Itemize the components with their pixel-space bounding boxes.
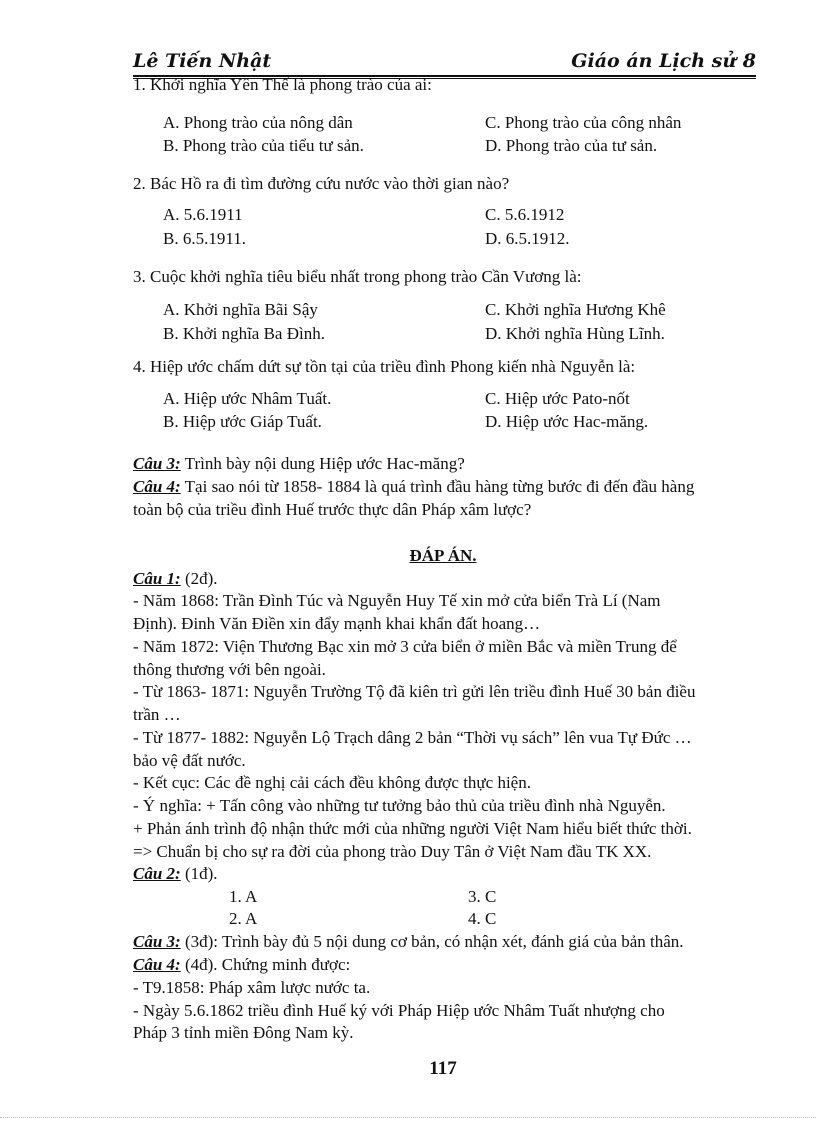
q1-option-a: A. Phong trào của nông dân xyxy=(163,113,353,132)
cau-4-label: Câu 4: xyxy=(133,477,181,496)
answer-1-line: - Ý nghĩa: + Tấn công vào những tư tưởng bảo thủ của triều đình nhà Nguyễn. xyxy=(133,796,666,815)
answer-1-line: - Năm 1872: Viện Thương Bạc xin mở 3 cửa biển ở miền Bắc và miền Trung để xyxy=(133,637,677,656)
answer-2-heading xyxy=(133,862,218,885)
q3-option-d: D. Khởi nghĩa Hùng Lĩnh. xyxy=(485,324,665,343)
q4-option-d: D. Hiệp ước Hac-măng. xyxy=(485,412,649,431)
question-2: 2. Bác Hồ ra đi tìm đường cứu nước vào thời gian nào? xyxy=(133,174,510,193)
answer-1-line: + Phản ánh trình độ nhận thức mới của những người Việt Nam hiểu biết thức thời. xyxy=(133,819,692,838)
answer-3-label: Câu 3: xyxy=(133,932,181,951)
answer-4-line: - Ngày 5.6.1862 triều đình Huế ký với Pháp Hiệp ước Nhâm Tuất nhượng cho xyxy=(133,1001,665,1020)
q4-option-c: C. Hiệp ước Pato-nốt xyxy=(485,389,630,408)
q2-option-b: B. 6.5.1911. xyxy=(163,229,246,248)
q1-option-c: C. Phong trào của công nhân xyxy=(485,113,682,132)
answer-2-item: 1. A xyxy=(229,887,258,906)
q1-option-d: D. Phong trào của tư sản. xyxy=(485,136,658,155)
cau-3-text: Trình bày nội dung Hiệp ước Hac-măng? xyxy=(180,454,465,473)
cau-3-question xyxy=(133,452,465,475)
answer-4-points: (4đ). Chứng minh được: xyxy=(180,955,351,974)
header-title: Giáo án Lịch sử 8 xyxy=(571,50,756,72)
question-4: 4. Hiệp ước chấm dứt sự tồn tại của triều đình Phong kiến nhà Nguyễn là: xyxy=(133,357,636,376)
answer-1-line: bảo vệ đất nước. xyxy=(133,751,246,770)
answer-3 xyxy=(133,930,684,953)
answer-1-line: => Chuẩn bị cho sự ra đời của phong trào Duy Tân ở Việt Nam đầu TK XX. xyxy=(133,842,652,861)
answer-4-line: - T9.1858: Pháp xâm lược nước ta. xyxy=(133,978,371,997)
answer-2-label: Câu 2: xyxy=(133,864,181,883)
q3-option-c: C. Khởi nghĩa Hương Khê xyxy=(485,300,666,319)
answer-1-line: Định). Đinh Văn Điền xin đẩy mạnh khai khẩn đất hoang… xyxy=(133,614,541,633)
q2-option-c: C. 5.6.1912 xyxy=(485,205,565,224)
answer-1-line: thông thương với bên ngoài. xyxy=(133,660,326,679)
q4-option-a: A. Hiệp ước Nhâm Tuất. xyxy=(163,389,332,408)
answer-1-line: - Từ 1863- 1871: Nguyễn Trường Tộ đã kiên trì gửi lên triều đình Huế 30 bản điều xyxy=(133,682,696,701)
cau-3-label: Câu 3: xyxy=(133,454,181,473)
answer-1-line: trần … xyxy=(133,705,181,724)
answer-2-points: (1đ). xyxy=(180,864,218,883)
answer-title: ĐÁP ÁN. xyxy=(409,546,477,565)
answer-4-line: Pháp 3 tỉnh miền Đông Nam kỳ. xyxy=(133,1023,354,1042)
answer-4-heading xyxy=(133,953,350,976)
question-3: 3. Cuộc khởi nghĩa tiêu biểu nhất trong phong trào Cần Vương là: xyxy=(133,267,582,286)
answer-1-label: Câu 1: xyxy=(133,569,181,588)
answer-3-text: (3đ): Trình bày đủ 5 nội dung cơ bản, có nhận xét, đánh giá của bản thân. xyxy=(180,932,684,951)
q3-option-b: B. Khởi nghĩa Ba Đình. xyxy=(163,324,325,343)
q2-option-d: D. 6.5.1912. xyxy=(485,229,570,248)
question-1: 1. Khởi nghĩa Yên Thế là phong trào của ai: xyxy=(133,75,432,94)
answer-2-item: 3. C xyxy=(468,887,497,906)
page-number: 117 xyxy=(429,1058,457,1079)
answer-1-heading xyxy=(133,567,218,590)
q1-option-b: B. Phong trào của tiểu tư sản. xyxy=(163,136,364,155)
answer-1-line: - Năm 1868: Trần Đình Túc và Nguyễn Huy Tế xin mở cửa biển Trà Lí (Nam xyxy=(133,591,661,610)
header-author: Lê Tiến Nhật xyxy=(133,50,272,72)
answer-2-item: 2. A xyxy=(229,909,258,928)
answer-1-line: - Từ 1877- 1882: Nguyễn Lộ Trạch dâng 2 bản “Thời vụ sách” lên vua Tự Đức … xyxy=(133,728,692,747)
cau-4-text-1: Tại sao nói từ 1858- 1884 là quá trình đầu hàng từng bước đi đến đầu hàng xyxy=(180,477,695,496)
answer-1-points: (2đ). xyxy=(180,569,218,588)
answer-1-line: - Kết cục: Các đề nghị cải cách đều không được thực hiện. xyxy=(133,773,531,792)
footer-rule xyxy=(0,1117,816,1118)
q3-option-a: A. Khởi nghĩa Bãi Sậy xyxy=(163,300,318,319)
q2-option-a: A. 5.6.1911 xyxy=(163,205,243,224)
cau-4-text-2: toàn bộ của triều đình Huế trước thực dân Pháp xâm lược? xyxy=(133,500,532,519)
q4-option-b: B. Hiệp ước Giáp Tuất. xyxy=(163,412,322,431)
answer-2-item: 4. C xyxy=(468,909,497,928)
answer-4-label: Câu 4: xyxy=(133,955,181,974)
cau-4-question xyxy=(133,475,694,498)
